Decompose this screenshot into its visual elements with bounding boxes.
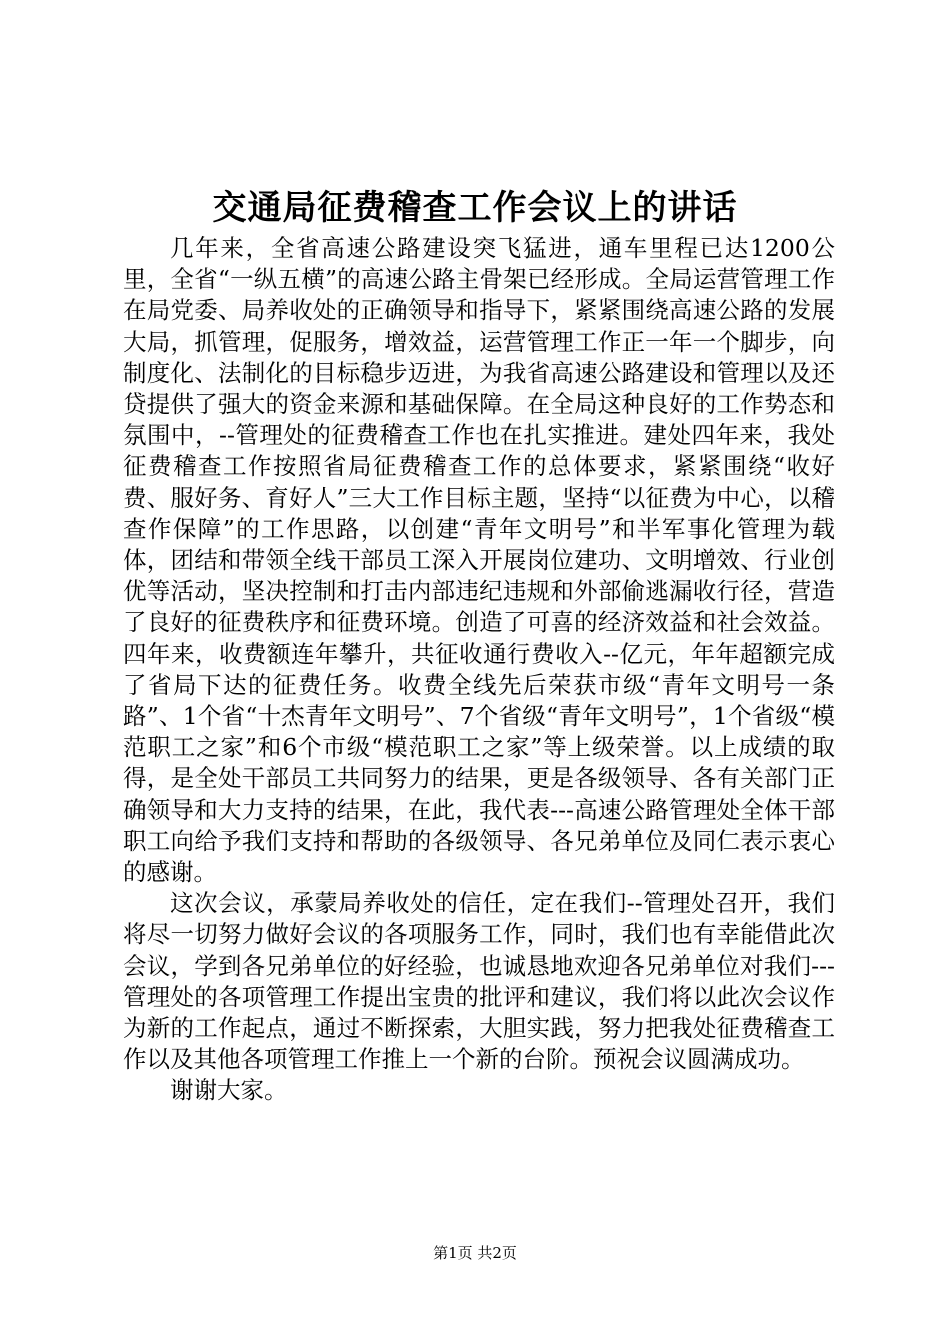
paragraph-3: 谢谢大家。 [170,1076,288,1105]
document-title: 交通局征费稽查工作会议上的讲话 [212,188,738,228]
paragraph-1: 几年来，全省高速公路建设突飞猛进，通车里程已达1200公里，全省“一纵五横”的高速公路主骨架已经形成。全局运营管理工作在局党委、局养收处的正确领导和指导下，紧紧围绕高速公路的发展大局，抓管理，促服务，增效益，运营管理工作正一年一个脚步，向制度化、法制化的目标稳步迈进，为我省高速公路建设和管理以及还贷提供了强大的资金来源和基础保障。在全局这种良好的工作势态和氛围中，--管理处的征费稽查工作也在扎实推进。建处四年来，我处征费稽查工作按照省局征费稽查工作的总体要求，紧紧围绕“收好费、服好务、育好人”三大工作目标主题，坚持“以征费为中心，以稽查作保障”的工作思路，以创建“青年文明号”和半军事化管理为载体，团结和带领全线干部员工深入开展岗位建功、文明增效、行业创优等活动，坚决控制和打击内部违纪违规和外部偷逃漏收行径，营造了良好的征费秩序和征费环境。创造了可喜的经济效益和社会效益。四年来，收费额连年攀升，共征收通行费收入--亿元，年年超额完成了省局下达的征费任务。收费全线先后荣获市级“青年文明号一条路”、1个省“十杰青年文明号”、7个省级“青年文明号”，1个省级“模范职工之家”和6个市级“模范职工之家”等上级荣誉。以上成绩的取得，是全处干部员工共同努力的结果，更是各级领导、各有关部门正确领导和大力支持的结果，在此，我代表---高速公路管理处全体干部职工向给予我们支持和帮助的各级领导、各兄弟单位及同仁表示衷心的感谢。 [123,234,835,887]
document-body [123,233,835,1107]
page-number-footer: 第1页 共2页 [433,1244,517,1262]
paragraph-2: 这次会议，承蒙局养收处的信任，定在我们--管理处召开，我们将尽一切努力做好会议的各项服务工作，同时，我们也有幸能借此次会议，学到各兄弟单位的好经验，也诚恳地欢迎各兄弟单位对我们---管理处的各项管理工作提出宝贵的批评和建议，我们将以此次会议作为新的工作起点，通过不断探索，大胆实践，努力把我处征费稽查工作以及其他各项管理工作推上一个新的台阶。预祝会议圆满成功。 [123,889,835,1074]
